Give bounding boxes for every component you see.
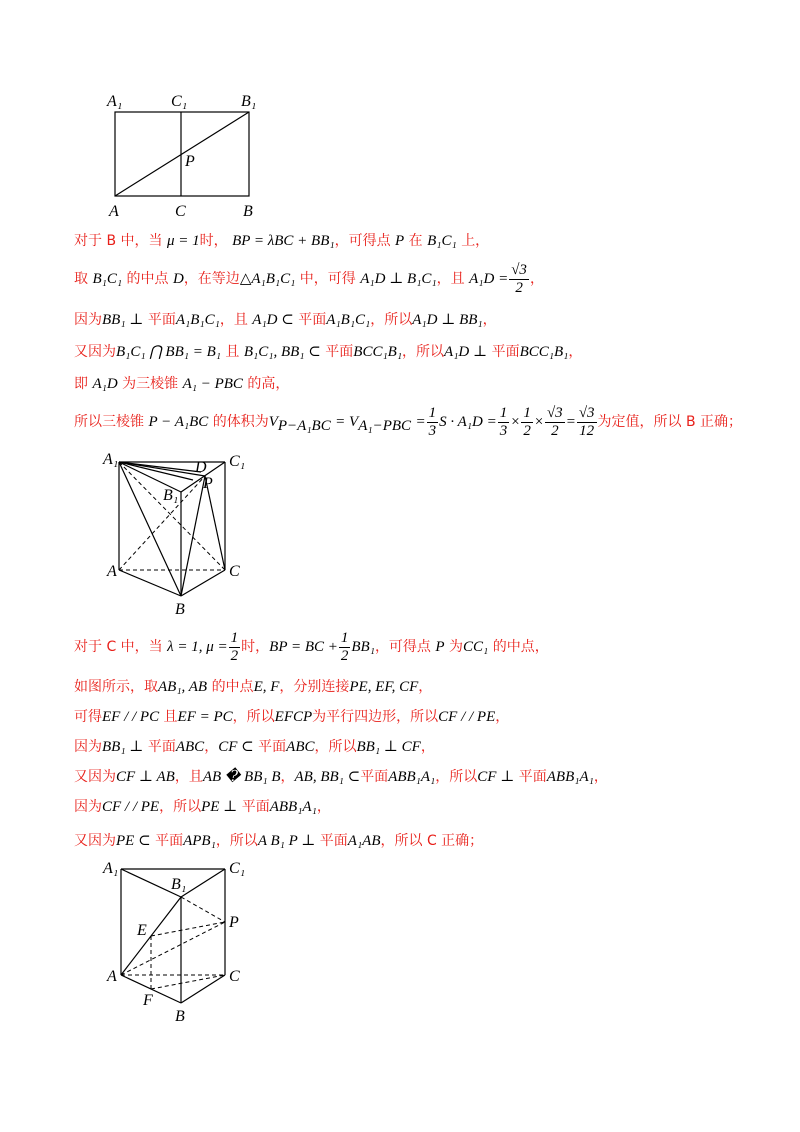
line-13: 又因为PE ⊂ 平面APB₁，所以A B₁ P ⊥ 平面A₁AB，所以 C 正确； <box>74 833 484 849</box>
line-11: 又因为CF ⊥ AB，且AB � BB₁ B，AB, BB₁ ⊂平面ABB₁A₁，所以CF ⊥ 平面ABB₁A₁， <box>74 769 608 785</box>
label-P: P <box>203 475 213 492</box>
label-C1: C₁ <box>229 453 246 470</box>
line-7: 对于 C 中，当 λ = 1, μ = $\frac{1}{2}$ 时，BP = BC + $\frac{1}{2}$ BB₁，可得点 P 为CC₁ 的中点， <box>74 630 549 664</box>
label-C1: C₁ <box>229 860 246 877</box>
label-A: A <box>107 563 117 580</box>
label-C: C <box>229 563 240 580</box>
line-10: 因为BB₁ ⊥ 平面ABC，CF ⊂ 平面ABC，所以BB₁ ⊥ CF， <box>74 739 435 755</box>
label-D: D <box>195 459 207 476</box>
label-C: C <box>175 203 186 220</box>
figure-prism-pyramid <box>95 450 255 620</box>
label-A: A <box>107 968 117 985</box>
label-B1: B₁ <box>163 487 179 504</box>
line-12: 因为CF / / PE，所以PE ⊥ 平面ABB₁A₁， <box>74 799 331 815</box>
label-A1: A₁ <box>103 451 119 468</box>
label-A: A <box>109 203 119 220</box>
line-8: 如图所示，取AB₁, AB 的中点E, F，分别连接PE, EF, CF， <box>74 679 433 695</box>
label-C: C <box>229 968 240 985</box>
label-C1: C₁ <box>171 93 188 110</box>
label-P: P <box>229 914 239 931</box>
figure-prism-parallelogram <box>95 855 255 1025</box>
line-1: 对于 B 中，当 μ = 1时， BP = λBC + BB₁，可得点 P 在 B₁C₁ 上， <box>74 233 490 249</box>
line-5: 即 A₁D 为三棱锥 A₁ − PBC 的高， <box>74 376 290 392</box>
line-9: 可得EF / / PC 且EF = PC，所以EFCP为平行四边形，所以CF / / PE， <box>74 709 510 725</box>
label-F: F <box>143 992 153 1009</box>
label-P: P <box>185 153 195 170</box>
line-6: 所以三棱锥 P − A₁BC 的体积为$V_{P-A_1BC} = V_{A_1-PBC}$ = $\frac{1}{3}$ S · A₁D = $\frac{1}{3}$ × $\frac{1}{2}$ × $\frac{√3}{2}$ = $\frac{√3}{12}$ 为定值，所以 B 正确； <box>74 405 743 439</box>
label-B1: B₁ <box>171 876 187 893</box>
label-B: B <box>243 203 253 220</box>
label-B: B <box>175 1008 185 1025</box>
line-4: 又因为B₁C₁ ⋂ BB₁ = B₁ 且 B₁C₁, BB₁ ⊂ 平面BCC₁B₁，所以A₁D ⊥ 平面BCC₁B₁， <box>74 344 583 360</box>
label-A1: A₁ <box>103 860 119 877</box>
figure-rectangle <box>95 90 275 225</box>
label-B: B <box>175 601 185 618</box>
line-2: 取 B₁C₁ 的中点 D，在等边△A₁B₁C₁ 中，可得 A₁D ⊥ B₁C₁，且 A₁D = $\frac{√3}{2}$ ， <box>74 262 544 296</box>
line-3: 因为BB₁ ⊥ 平面A₁B₁C₁，且 A₁D ⊂ 平面A₁B₁C₁，所以A₁D ⊥ BB₁， <box>74 312 497 328</box>
label-A1: A₁ <box>107 93 123 110</box>
label-E: E <box>137 922 147 939</box>
label-B1: B₁ <box>241 93 257 110</box>
